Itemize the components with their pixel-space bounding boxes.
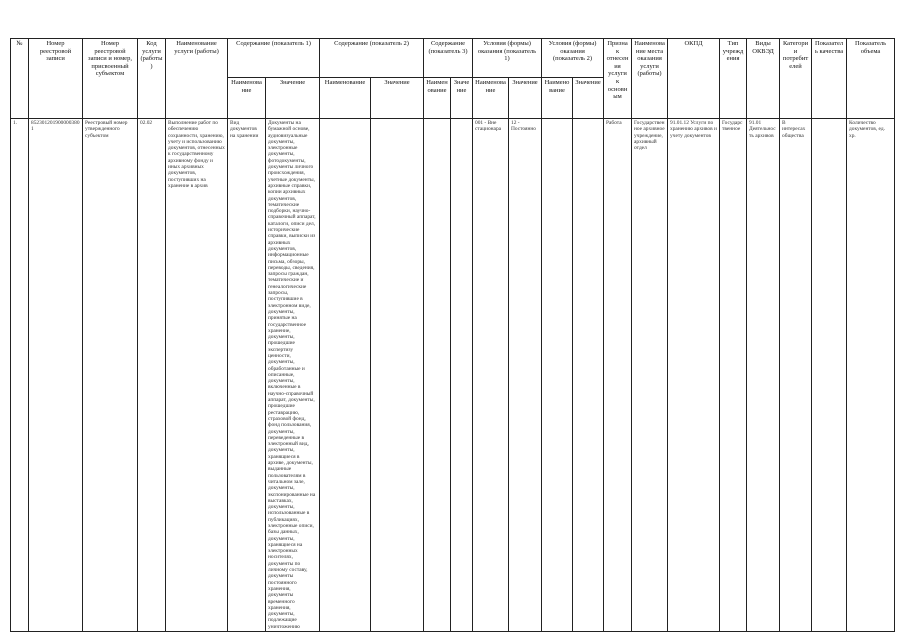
header-consumers: Категории потребителей [780, 39, 812, 119]
header-content-1-value: Значение [266, 78, 320, 119]
cell-content-1-value: Документы на бумажной основе, аудиовизуальные документы, электронные документы, фотодокументы, документы личного происхождения, учетные документы, архивные справки, копии архивных документов, тематические подборки, научно-справочный аппарат, каталоги, описи дел, исторические справки, выписки из архивных документов, информационные письма, обзоры, переводы, сведения, запросы граждан, тематические и генеалогические запросы, поступившие в электронном виде, документы, принятые на государственное хранение, документы, прошедшие экспертизу ценности, документы, обработанные и описанные, документы, включенные в научно-справочный аппарат, документы, прошедшие реставрацию, страховой фонд, фонд пользования, документы, переведенные в электронный вид, документы, хранящиеся в архиве, документы, выданные пользователям в читальном зале, документы, экспонированные на выставках, документы, использованные в публикациях, электронные описи, базы данных, документы, хранящиеся на электронных носителях, документы по личному составу, документы постоянного хранения, документы временного хранения, документы, подлежащие уничтожению [266, 119, 320, 632]
header-num: № [11, 39, 29, 119]
header-content-1: Содержание (показатель 1) [228, 39, 320, 78]
header-conditions-2-value: Значение [573, 78, 604, 119]
header-quality: Показатель качества [812, 39, 847, 119]
registry-table [10, 38, 895, 632]
header-content-3-value: Значение [451, 78, 473, 119]
cell-content-3-value [451, 119, 473, 632]
header-conditions-1-name: Наименование [473, 78, 509, 119]
cell-conditions-2-name [542, 119, 573, 632]
cell-okved: 91.01 Деятельность архивов [747, 119, 780, 632]
cell-reg-num-subject: Реестровый номер утвержденного субъектом [83, 119, 138, 632]
cell-conditions-2-value [573, 119, 604, 632]
cell-sign: Работа [604, 119, 632, 632]
cell-conditions-1-value: 12 - Постоянно [509, 119, 542, 632]
cell-quality [812, 119, 847, 632]
cell-num: 1. [11, 119, 29, 632]
header-okpd: ОКПД [668, 39, 720, 119]
header-content-2-name: Наименование [320, 78, 371, 119]
header-content-2: Содержание (показатель 2) [320, 39, 424, 78]
header-conditions-2-name: Наименование [542, 78, 573, 119]
cell-content-1-name: Вид документов на хранении [228, 119, 266, 632]
cell-conditions-1-name: 001 - Вне стационара [473, 119, 509, 632]
header-reg-num-subject: Номер реестровой записи и номер, присвоенный субъектом [83, 39, 138, 119]
header-service-name: Наименование услуги (работы) [166, 39, 228, 119]
header-volume: Показатель объема [847, 39, 895, 119]
header-sign: Признак отнесения услуги к основным [604, 39, 632, 119]
header-content-3-name: Наименование [424, 78, 451, 119]
cell-reg-num-record: 8523012019000003801 [29, 119, 83, 632]
header-type: Тип учреждения [720, 39, 747, 119]
header-conditions-1: Условия (формы) оказания (показатель 1) [473, 39, 542, 78]
cell-content-2-value [371, 119, 424, 632]
cell-place: Государственное архивное учреждение, архивный отдел [632, 119, 668, 632]
cell-consumers: В интересах общества [780, 119, 812, 632]
header-content-1-name: Наименование [228, 78, 266, 119]
header-conditions-2: Условия (формы) оказания (показатель 2) [542, 39, 604, 78]
cell-service-name: Выполнение работ по обеспечению сохранности, хранению, учету и использованию документов, отнесенных к государственному архивному фонду и иных архивных документов, поступивших на хранение в архив [166, 119, 228, 632]
cell-content-3-name [424, 119, 451, 632]
header-okved: Виды ОКВЭД [747, 39, 780, 119]
header-content-3: Содержание (показатель 3) [424, 39, 473, 78]
header-reg-num-record: Номер реестровой записи [29, 39, 83, 119]
cell-volume: Количество документов, ед. хр. [847, 119, 895, 632]
header-place: Наименование места оказания услуги (работы) [632, 39, 668, 119]
table-row [11, 119, 895, 632]
header-conditions-1-value: Значение [509, 78, 542, 119]
registry-sheet [10, 38, 894, 630]
cell-okpd: 91.01.12 Услуги по хранению архивов и учету документов [668, 119, 720, 632]
header-content-2-value: Значение [371, 78, 424, 119]
header-code: Код услуги (работы) [138, 39, 166, 119]
cell-type: Государственное [720, 119, 747, 632]
cell-content-2-name [320, 119, 371, 632]
cell-code: 02.02 [138, 119, 166, 632]
